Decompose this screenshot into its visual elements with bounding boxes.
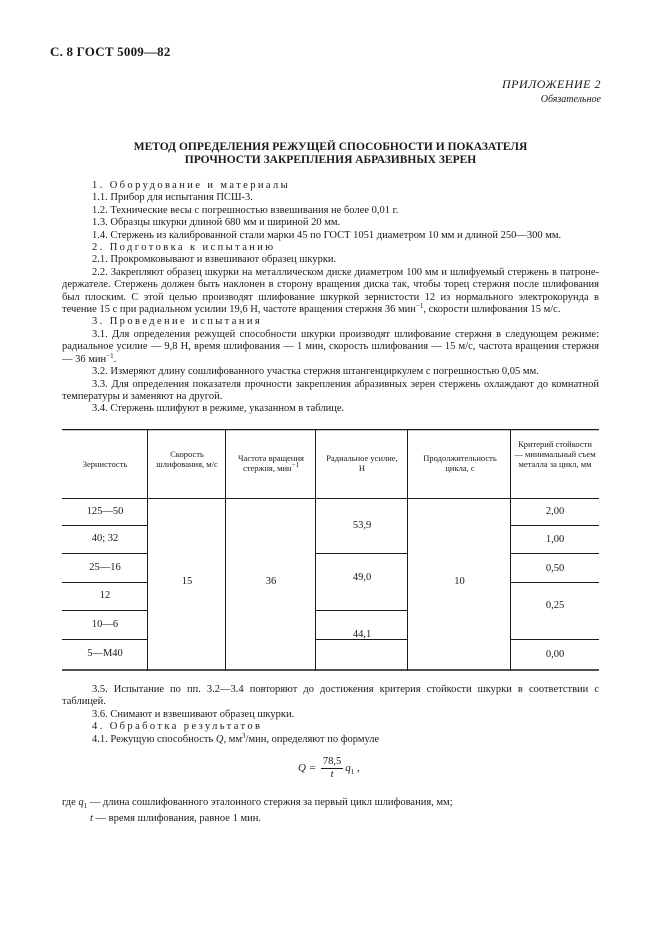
criterion-cell: 0,25 (545, 600, 565, 611)
after-table-text (62, 684, 599, 746)
force-cell: 49,0 (352, 572, 372, 583)
section-3-heading: 3. Проведение испытания (92, 316, 263, 328)
paragraph-3-5: 3.5. Испытание по пп. 3.2—3.4 повторяют до достижения критерия стойкости шкурки в соответствии с таблицей. (62, 684, 599, 708)
section-2-heading: 2. Подготовка к испытанию (92, 242, 276, 254)
legend-prefix: где (62, 797, 79, 808)
title-line-1: МЕТОД ОПРЕДЕЛЕНИЯ РЕЖУЩЕЙ СПОСОБНОСТИ И ПОКАЗАТЕЛЯ (133, 141, 528, 153)
formula (298, 756, 360, 781)
header-rotation-text: Частота вращения стержня, мин (238, 453, 304, 473)
legend-text-2: — время шлифования, равное 1 мин. (92, 812, 261, 824)
unit-exponent: 3 (242, 731, 246, 740)
legend-subscript: 1 (83, 802, 88, 811)
paragraph-1-3: 1.3. Образцы шкурки длиной 680 мм и шириной 20 мм. (92, 217, 341, 229)
paragraph-3-1-end: . (113, 353, 117, 365)
formula-denominator: t (330, 769, 334, 780)
legend-line-1 (62, 797, 599, 813)
formula-variable: q (345, 762, 351, 775)
section-1-heading: 1. Оборудование и материалы (92, 180, 291, 191)
body-text (62, 180, 599, 416)
formula-numerator: 78,5 (322, 756, 342, 767)
variable-q: Q (215, 733, 224, 745)
page-header: С. 8 ГОСТ 5009—82 (50, 44, 171, 59)
legend-variable-q: q (78, 797, 84, 808)
paragraph-4-1-units: , мм (223, 733, 243, 745)
grit-cell: 5—М40 (87, 648, 123, 659)
unit-exponent: −1 (106, 351, 114, 360)
test-mode-table (62, 429, 599, 671)
unit-exponent: −1 (415, 302, 424, 311)
grit-cell: 125—50 (86, 506, 124, 517)
section-4-heading: 4. Обработка результатов (92, 721, 263, 733)
grit-cell: 40; 32 (91, 533, 119, 544)
force-cell: 44,1 (352, 629, 372, 640)
grit-cell: 25—16 (89, 562, 121, 573)
paragraph-2-2-text: 2.2. Закрепляют образец шкурки на металлическом диске диаметром 100 мм и шлифуемый стержень в патроне-держателе. Стержень должен быть наклонен в сторону вращения диска так, чтобы торец стержня после шлифования был плоским. С этой целью производят шлифование шкуркой зернистости 12 из нормального электрокорунда в течение 15 с при радиальном усилии 19,6 Н, частоте вращения стержня 36 мин (62, 266, 599, 316)
legend-line-2 (62, 813, 599, 825)
paragraph-2-2-end: , скорости шлифования 15 м/с. (423, 304, 561, 316)
header-force: Радиальное усилие, Н (326, 453, 398, 473)
document-title (60, 141, 601, 167)
header-duration: Продолжительность цикла, с (423, 453, 497, 473)
unit-exponent: −1 (291, 461, 300, 469)
force-cell: 53,9 (352, 520, 372, 531)
criterion-cell: 1,00 (545, 534, 565, 545)
header-rotation (228, 453, 314, 473)
formula-lhs: Q = (298, 762, 317, 775)
paragraph-1-1: 1.1. Прибор для испытания ПСШ-3. (92, 192, 253, 204)
legend-text-1: — длина сошлифованного эталонного стержня за первый цикл шлифования, мм; (87, 797, 453, 808)
rotation-cell: 36 (265, 576, 277, 587)
paragraph-3-2: 3.2. Измеряют длину сошлифованного участка стержня штангенциркулем с погрешностью 0,05 мм. (92, 366, 539, 378)
paragraph-2-2 (62, 267, 599, 317)
paragraph-4-1-start: 4.1. Режущую способность (92, 733, 216, 745)
criterion-cell: 2,00 (545, 506, 565, 517)
paragraph-1-4: 1.4. Стержень из калиброванной стали марки 45 по ГОСТ 1051 диаметром 10 мм и длиной 250—300 мм. (92, 229, 562, 241)
paragraph-4-1 (62, 731, 599, 746)
formula-tail: , (354, 762, 360, 775)
header-speed: Скорость шлифования, м/с (156, 449, 218, 469)
criterion-cell: 0,50 (545, 563, 565, 574)
paragraph-1-2: 1.2. Технические весы с погрешностью взвешивания не более 0,01 г. (92, 204, 399, 216)
title-line-2: ПРОЧНОСТИ ЗАКРЕПЛЕНИЯ АБРАЗИВНЫХ ЗЕРЕН (184, 154, 477, 166)
speed-cell: 15 (181, 576, 193, 587)
grit-cell: 12 (99, 590, 111, 601)
formula-legend (62, 797, 599, 825)
paragraph-3-1-text: 3.1. Для определения режущей способности шкурки производят шлифование стержня в следующем режиме: радиальное усилие — 9,8 Н, время шлифования — 1 мин, скорость шлифования — 15 м/с, частота вращения стержня — 36 мин (62, 328, 599, 365)
legend-variable-t: t (90, 812, 93, 824)
appendix-label (502, 77, 601, 105)
paragraph-3-1 (62, 329, 599, 366)
criterion-cell: 0,00 (545, 649, 565, 660)
header-criterion: Критерий стойкости — минимальный съем металла за цикл, мм (514, 439, 596, 469)
formula-subscript: 1 (350, 768, 355, 777)
paragraph-3-6: 3.6. Снимают и взвешивают образец шкурки. (92, 708, 295, 720)
header-grit: Зернистость (82, 459, 128, 469)
grit-cell: 10—6 (91, 619, 119, 630)
paragraph-2-1: 2.1. Прокромковывают и взвешивают образец шкурки. (92, 254, 337, 266)
formula-fraction (321, 756, 343, 781)
appendix-title: ПРИЛОЖЕНИЕ 2 (502, 77, 601, 91)
paragraph-3-3: 3.3. Для определения показателя прочности закрепления абразивных зерен стержень охлаждают до комнатной температуры и заменяют на другой. (62, 378, 599, 402)
paragraph-4-1-end: /мин, определяют по формуле (245, 733, 380, 745)
duration-cell: 10 (454, 576, 465, 587)
appendix-status: Обязательное (540, 94, 601, 105)
paragraph-3-4: 3.4. Стержень шлифуют в режиме, указанном в таблице. (92, 403, 345, 415)
